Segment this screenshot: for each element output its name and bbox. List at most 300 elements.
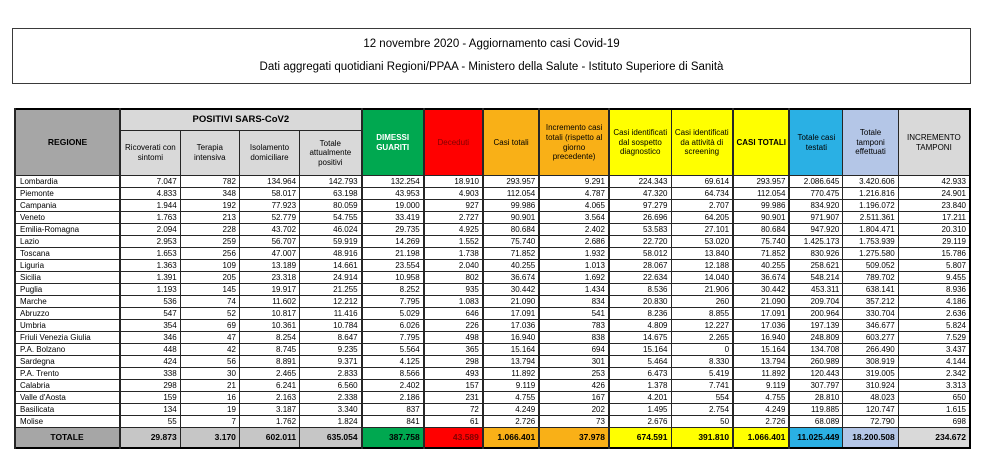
value-cell: 112.054 [483, 188, 539, 200]
value-cell: 90.901 [483, 212, 539, 224]
value-cell: 453.311 [789, 284, 842, 296]
value-cell: 536 [120, 296, 180, 308]
value-cell: 256 [180, 248, 239, 260]
value-cell: 2.707 [671, 200, 733, 212]
value-cell: 15.164 [733, 344, 789, 356]
value-cell: 11.602 [239, 296, 299, 308]
value-cell: 391.810 [671, 428, 733, 449]
value-cell: 4.249 [733, 404, 789, 416]
region-name-cell: Piemonte [15, 188, 120, 200]
value-cell: 357.212 [843, 296, 898, 308]
value-cell: 266.490 [843, 344, 898, 356]
col-header-casi-totali: Casi totali [483, 109, 539, 176]
region-name-cell: Sardegna [15, 356, 120, 368]
value-cell: 2.726 [733, 416, 789, 428]
value-cell: 3.564 [539, 212, 609, 224]
value-cell: 43.589 [424, 428, 483, 449]
title-box [12, 28, 971, 84]
value-cell: 90.901 [733, 212, 789, 224]
value-cell: 1.932 [539, 248, 609, 260]
value-cell: 330.704 [843, 308, 898, 320]
value-cell: 4.903 [424, 188, 483, 200]
value-cell: 55 [120, 416, 180, 428]
value-cell: 159 [120, 392, 180, 404]
value-cell: 142.793 [300, 176, 362, 188]
value-cell: 109 [180, 260, 239, 272]
value-cell: 4.125 [362, 356, 424, 368]
region-name-cell: Emilia-Romagna [15, 224, 120, 236]
value-cell: 72 [424, 404, 483, 416]
value-cell: 10.784 [300, 320, 362, 332]
value-cell: 134 [120, 404, 180, 416]
value-cell: 1.804.471 [843, 224, 898, 236]
table-row [15, 296, 970, 308]
value-cell: 7.795 [362, 296, 424, 308]
region-name-cell: Puglia [15, 284, 120, 296]
value-cell: 8.891 [239, 356, 299, 368]
value-cell: 46.024 [300, 224, 362, 236]
value-cell: 646 [424, 308, 483, 320]
col-header-casi-screening: Casi identificati da attività di screening [671, 109, 733, 176]
value-cell: 547 [120, 308, 180, 320]
value-cell: 11.025.449 [789, 428, 842, 449]
value-cell: 26.696 [609, 212, 671, 224]
value-cell: 9.291 [539, 176, 609, 188]
value-cell: 23.318 [239, 272, 299, 284]
value-cell: 64.205 [671, 212, 733, 224]
region-name-cell: Lombardia [15, 176, 120, 188]
value-cell: 789.702 [843, 272, 898, 284]
value-cell: 16.940 [483, 332, 539, 344]
value-cell: 209.704 [789, 296, 842, 308]
value-cell: 253 [539, 368, 609, 380]
value-cell: 17.211 [898, 212, 970, 224]
value-cell: 1.066.401 [483, 428, 539, 449]
value-cell: 231 [424, 392, 483, 404]
value-cell: 1.216.816 [843, 188, 898, 200]
value-cell: 541 [539, 308, 609, 320]
value-cell: 71.852 [483, 248, 539, 260]
value-cell: 4.249 [483, 404, 539, 416]
value-cell: 8.855 [671, 308, 733, 320]
total-row [15, 428, 970, 449]
value-cell: 7.741 [671, 380, 733, 392]
value-cell: 21 [180, 380, 239, 392]
value-cell: 7.529 [898, 332, 970, 344]
value-cell: 258.621 [789, 260, 842, 272]
value-cell: 75.740 [733, 236, 789, 248]
value-cell: 603.277 [843, 332, 898, 344]
table-row [15, 260, 970, 272]
value-cell: 56 [180, 356, 239, 368]
value-cell: 167 [539, 392, 609, 404]
value-cell: 1.378 [609, 380, 671, 392]
value-cell: 548.214 [789, 272, 842, 284]
value-cell: 8.254 [239, 332, 299, 344]
value-cell: 319.005 [843, 368, 898, 380]
value-cell: 6.560 [300, 380, 362, 392]
value-cell: 50 [671, 416, 733, 428]
value-cell: 43.702 [239, 224, 299, 236]
value-cell: 8.252 [362, 284, 424, 296]
value-cell: 6.473 [609, 368, 671, 380]
value-cell: 346 [120, 332, 180, 344]
value-cell: 4.755 [733, 392, 789, 404]
value-cell: 19.000 [362, 200, 424, 212]
value-cell: 2.086.645 [789, 176, 842, 188]
value-cell: 2.953 [120, 236, 180, 248]
value-cell: 260.989 [789, 356, 842, 368]
value-cell: 16.940 [733, 332, 789, 344]
value-cell: 1.425.173 [789, 236, 842, 248]
value-cell: 30 [180, 368, 239, 380]
value-cell: 2.094 [120, 224, 180, 236]
table-row [15, 320, 970, 332]
value-cell: 20.830 [609, 296, 671, 308]
value-cell: 346.677 [843, 320, 898, 332]
value-cell: 307.797 [789, 380, 842, 392]
value-cell: 202 [539, 404, 609, 416]
value-cell: 602.011 [239, 428, 299, 449]
value-cell: 1.196.072 [843, 200, 898, 212]
value-cell: 1.193 [120, 284, 180, 296]
value-cell: 308.919 [843, 356, 898, 368]
value-cell: 61 [424, 416, 483, 428]
value-cell: 638.141 [843, 284, 898, 296]
region-name-cell: Marche [15, 296, 120, 308]
value-cell: 1.495 [609, 404, 671, 416]
value-cell: 213 [180, 212, 239, 224]
value-cell: 3.420.606 [843, 176, 898, 188]
value-cell: 2.686 [539, 236, 609, 248]
value-cell: 53.583 [609, 224, 671, 236]
value-cell: 58.017 [239, 188, 299, 200]
table-row [15, 308, 970, 320]
value-cell: 509.052 [843, 260, 898, 272]
value-cell: 42.933 [898, 176, 970, 188]
value-cell: 21.090 [483, 296, 539, 308]
value-cell: 23.840 [898, 200, 970, 212]
value-cell: 448 [120, 344, 180, 356]
value-cell: 498 [424, 332, 483, 344]
table-row [15, 332, 970, 344]
value-cell: 1.275.580 [843, 248, 898, 260]
region-name-cell: Abruzzo [15, 308, 120, 320]
value-cell: 3.170 [180, 428, 239, 449]
value-cell: 80.059 [300, 200, 362, 212]
value-cell: 9.455 [898, 272, 970, 284]
value-cell: 17.091 [483, 308, 539, 320]
value-cell: 1.083 [424, 296, 483, 308]
col-header-totale-attualmente-positivi: Totale attualmente positivi [300, 131, 362, 176]
value-cell: 783 [539, 320, 609, 332]
value-cell: 8.566 [362, 368, 424, 380]
value-cell: 54.755 [300, 212, 362, 224]
value-cell: 5.807 [898, 260, 970, 272]
value-cell: 8.330 [671, 356, 733, 368]
region-name-cell: Valle d'Aosta [15, 392, 120, 404]
value-cell: 0 [671, 344, 733, 356]
value-cell: 426 [539, 380, 609, 392]
value-cell: 2.040 [424, 260, 483, 272]
value-cell: 52 [180, 308, 239, 320]
value-cell: 17.036 [483, 320, 539, 332]
value-cell: 134.708 [789, 344, 842, 356]
table-row [15, 416, 970, 428]
value-cell: 802 [424, 272, 483, 284]
value-cell: 29.119 [898, 236, 970, 248]
col-header-totale-casi-testati: Totale casi testati [789, 109, 842, 176]
region-name-cell: P.A. Bolzano [15, 344, 120, 356]
value-cell: 14.269 [362, 236, 424, 248]
value-cell: 97.279 [609, 200, 671, 212]
value-cell: 22.634 [609, 272, 671, 284]
value-cell: 33.419 [362, 212, 424, 224]
value-cell: 13.189 [239, 260, 299, 272]
value-cell: 18.200.508 [843, 428, 898, 449]
table-row [15, 404, 970, 416]
value-cell: 770.475 [789, 188, 842, 200]
value-cell: 13.840 [671, 248, 733, 260]
value-cell: 7.047 [120, 176, 180, 188]
value-cell: 1.552 [424, 236, 483, 248]
value-cell: 650 [898, 392, 970, 404]
col-header-totale-tamponi: Totale tamponi effettuati [843, 109, 898, 176]
value-cell: 69 [180, 320, 239, 332]
value-cell: 838 [539, 332, 609, 344]
value-cell: 3.340 [300, 404, 362, 416]
value-cell: 2.833 [300, 368, 362, 380]
value-cell: 348 [180, 188, 239, 200]
value-cell: 674.591 [609, 428, 671, 449]
value-cell: 13.794 [483, 356, 539, 368]
value-cell: 59.919 [300, 236, 362, 248]
value-cell: 2.726 [483, 416, 539, 428]
value-cell: 4.201 [609, 392, 671, 404]
value-cell: 192 [180, 200, 239, 212]
region-name-cell: Campania [15, 200, 120, 212]
value-cell: 53.020 [671, 236, 733, 248]
value-cell: 205 [180, 272, 239, 284]
value-cell: 226 [424, 320, 483, 332]
value-cell: 10.361 [239, 320, 299, 332]
region-name-cell: Toscana [15, 248, 120, 260]
value-cell: 40.255 [733, 260, 789, 272]
value-cell: 28.067 [609, 260, 671, 272]
value-cell: 4.787 [539, 188, 609, 200]
value-cell: 4.833 [120, 188, 180, 200]
table-row [15, 380, 970, 392]
value-cell: 22.720 [609, 236, 671, 248]
value-cell: 1.753.939 [843, 236, 898, 248]
value-cell: 80.684 [483, 224, 539, 236]
value-cell: 74 [180, 296, 239, 308]
value-cell: 228 [180, 224, 239, 236]
value-cell: 935 [424, 284, 483, 296]
value-cell: 298 [120, 380, 180, 392]
value-cell: 927 [424, 200, 483, 212]
value-cell: 99.986 [733, 200, 789, 212]
table-row [15, 248, 970, 260]
value-cell: 21.255 [300, 284, 362, 296]
value-cell: 3.437 [898, 344, 970, 356]
value-cell: 1.013 [539, 260, 609, 272]
value-cell: 80.684 [733, 224, 789, 236]
value-cell: 1.763 [120, 212, 180, 224]
table-row [15, 356, 970, 368]
value-cell: 4.144 [898, 356, 970, 368]
value-cell: 2.511.361 [843, 212, 898, 224]
value-cell: 1.363 [120, 260, 180, 272]
value-cell: 1.824 [300, 416, 362, 428]
value-cell: 9.371 [300, 356, 362, 368]
value-cell: 112.054 [733, 188, 789, 200]
value-cell: 19 [180, 404, 239, 416]
region-name-cell: Umbria [15, 320, 120, 332]
table-row [15, 368, 970, 380]
value-cell: 36.674 [483, 272, 539, 284]
value-cell: 8.536 [609, 284, 671, 296]
value-cell: 2.754 [671, 404, 733, 416]
value-cell: 3.187 [239, 404, 299, 416]
value-cell: 75.740 [483, 236, 539, 248]
value-cell: 293.957 [483, 176, 539, 188]
value-cell: 5.824 [898, 320, 970, 332]
table-row [15, 188, 970, 200]
value-cell: 4.925 [424, 224, 483, 236]
value-cell: 1.391 [120, 272, 180, 284]
value-cell: 15.164 [483, 344, 539, 356]
value-cell: 10.817 [239, 308, 299, 320]
value-cell: 12.227 [671, 320, 733, 332]
value-cell: 24.901 [898, 188, 970, 200]
value-cell: 16 [180, 392, 239, 404]
value-cell: 73 [539, 416, 609, 428]
value-cell: 2.676 [609, 416, 671, 428]
value-cell: 120.747 [843, 404, 898, 416]
value-cell: 72.790 [843, 416, 898, 428]
value-cell: 8.647 [300, 332, 362, 344]
value-cell: 21.090 [733, 296, 789, 308]
value-cell: 301 [539, 356, 609, 368]
region-name-cell: Liguria [15, 260, 120, 272]
value-cell: 10.958 [362, 272, 424, 284]
value-cell: 493 [424, 368, 483, 380]
value-cell: 5.464 [609, 356, 671, 368]
value-cell: 48.023 [843, 392, 898, 404]
region-name-cell: P.A. Trento [15, 368, 120, 380]
value-cell: 387.758 [362, 428, 424, 449]
value-cell: 69.614 [671, 176, 733, 188]
value-cell: 1.738 [424, 248, 483, 260]
value-cell: 4.065 [539, 200, 609, 212]
col-header-ricoverati-con-sintomi: Ricoverati con sintomi [120, 131, 180, 176]
value-cell: 56.707 [239, 236, 299, 248]
value-cell: 157 [424, 380, 483, 392]
col-header-terapia-intensiva: Terapia intensiva [180, 131, 239, 176]
value-cell: 971.907 [789, 212, 842, 224]
value-cell: 2.186 [362, 392, 424, 404]
title-source-line: Dati aggregati quotidiani Regioni/PPAA - Ministero della Salute - Istituto Superiore di Sanità [259, 61, 724, 73]
value-cell: 8.236 [609, 308, 671, 320]
table-body [15, 176, 970, 449]
value-cell: 3.313 [898, 380, 970, 392]
value-cell: 782 [180, 176, 239, 188]
value-cell: 120.443 [789, 368, 842, 380]
value-cell: 19.917 [239, 284, 299, 296]
value-cell: 28.810 [789, 392, 842, 404]
value-cell: 365 [424, 344, 483, 356]
value-cell: 834.920 [789, 200, 842, 212]
total-label-cell: TOTALE [15, 428, 120, 449]
value-cell: 18.910 [424, 176, 483, 188]
value-cell: 2.465 [239, 368, 299, 380]
value-cell: 635.054 [300, 428, 362, 449]
title-date-line: 12 novembre 2020 - Aggiornamento casi Covid-19 [363, 38, 620, 50]
value-cell: 14.040 [671, 272, 733, 284]
col-header-regione: REGIONE [15, 109, 120, 176]
covid-region-table [14, 108, 971, 449]
value-cell: 63.198 [300, 188, 362, 200]
value-cell: 259 [180, 236, 239, 248]
table-row [15, 392, 970, 404]
value-cell: 12.188 [671, 260, 733, 272]
value-cell: 197.139 [789, 320, 842, 332]
table-row [15, 212, 970, 224]
value-cell: 30.442 [483, 284, 539, 296]
value-cell: 6.026 [362, 320, 424, 332]
table-header [15, 109, 970, 176]
value-cell: 29.873 [120, 428, 180, 449]
value-cell: 834 [539, 296, 609, 308]
region-name-cell: Sicilia [15, 272, 120, 284]
value-cell: 4.186 [898, 296, 970, 308]
region-name-cell: Friuli Venezia Giulia [15, 332, 120, 344]
value-cell: 9.119 [733, 380, 789, 392]
value-cell: 29.735 [362, 224, 424, 236]
value-cell: 947.920 [789, 224, 842, 236]
value-cell: 43.953 [362, 188, 424, 200]
col-group-positivi-sars-cov2: POSITIVI SARS-CoV2 [120, 109, 362, 131]
value-cell: 1.762 [239, 416, 299, 428]
value-cell: 5.564 [362, 344, 424, 356]
value-cell: 841 [362, 416, 424, 428]
value-cell: 36.674 [733, 272, 789, 284]
table-row [15, 176, 970, 188]
value-cell: 47.320 [609, 188, 671, 200]
value-cell: 694 [539, 344, 609, 356]
value-cell: 1.066.401 [733, 428, 789, 449]
value-cell: 47.007 [239, 248, 299, 260]
value-cell: 13.794 [733, 356, 789, 368]
value-cell: 354 [120, 320, 180, 332]
col-header-incremento-tamponi: INCREMENTO TAMPONI [898, 109, 970, 176]
value-cell: 4.809 [609, 320, 671, 332]
value-cell: 134.964 [239, 176, 299, 188]
value-cell: 37.978 [539, 428, 609, 449]
value-cell: 224.343 [609, 176, 671, 188]
value-cell: 6.241 [239, 380, 299, 392]
value-cell: 12.212 [300, 296, 362, 308]
value-cell: 2.265 [671, 332, 733, 344]
value-cell: 11.892 [733, 368, 789, 380]
value-cell: 30.442 [733, 284, 789, 296]
value-cell: 234.672 [898, 428, 970, 449]
col-header-casi-sospetto-diagnostico: Casi identificati dal sospetto diagnostico [609, 109, 671, 176]
region-name-cell: Veneto [15, 212, 120, 224]
value-cell: 2.636 [898, 308, 970, 320]
value-cell: 71.852 [733, 248, 789, 260]
